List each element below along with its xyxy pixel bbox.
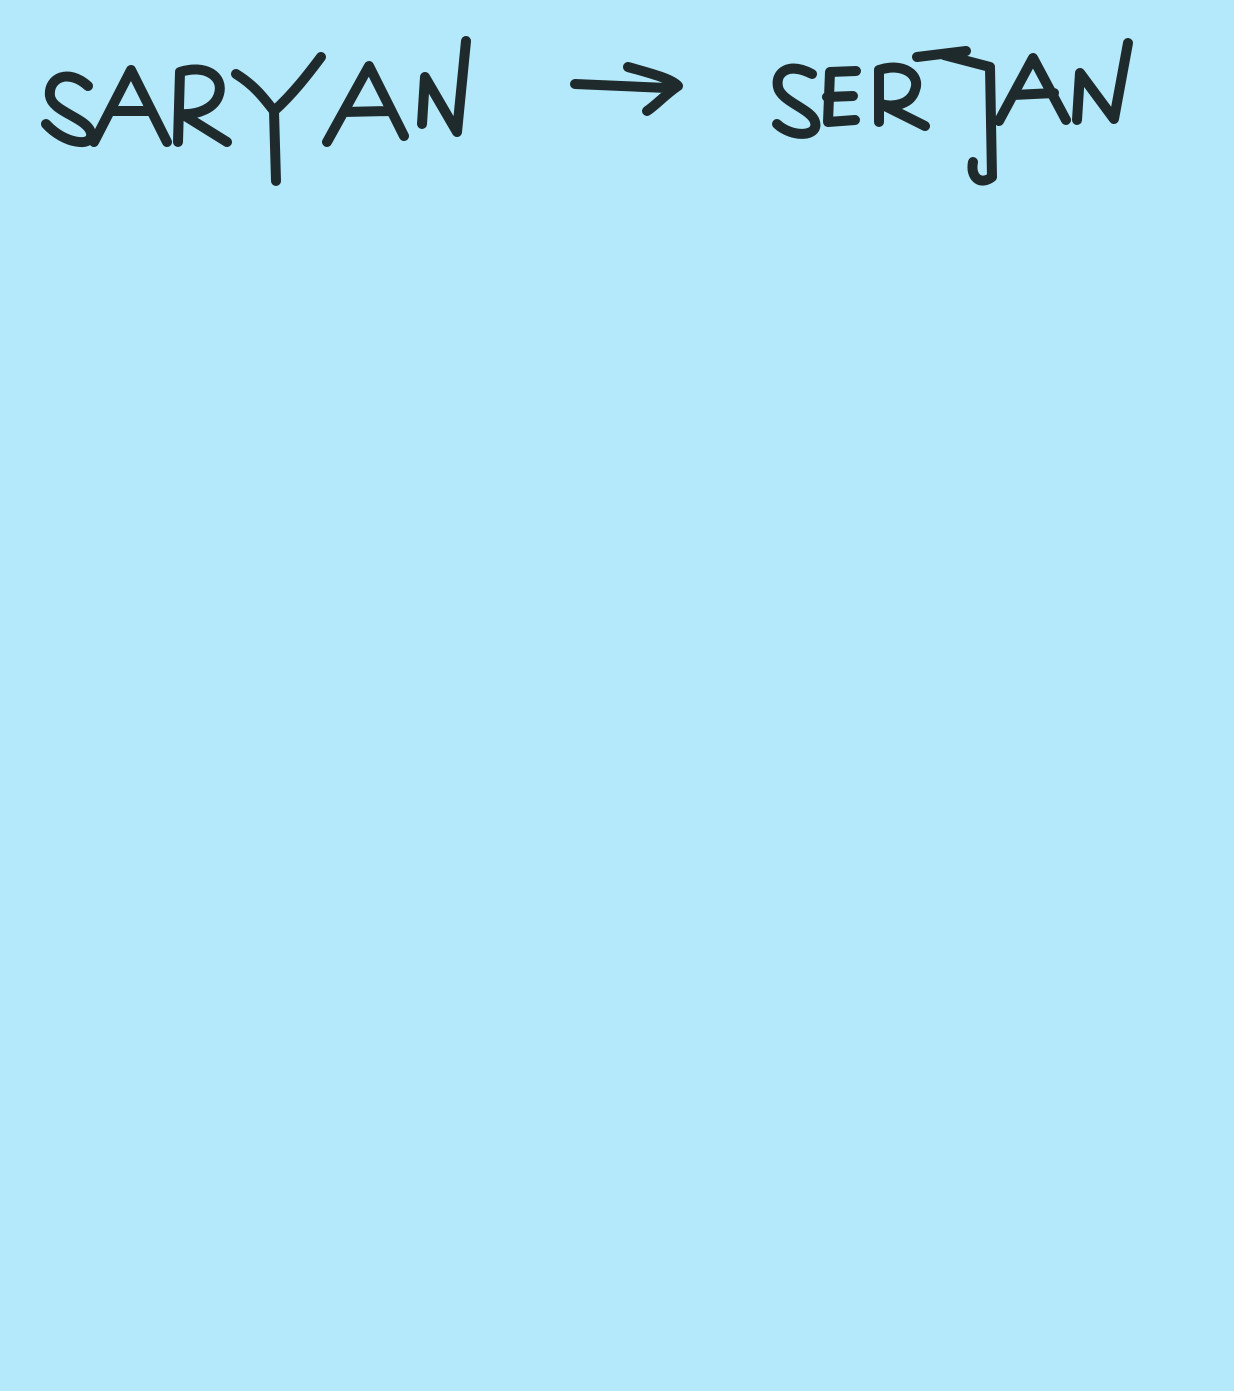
source-word-handwriting: [46, 41, 466, 181]
arrow-handwriting: [575, 67, 678, 111]
target-word-handwriting: [777, 43, 1128, 181]
handwritten-line: [30, 20, 1190, 210]
